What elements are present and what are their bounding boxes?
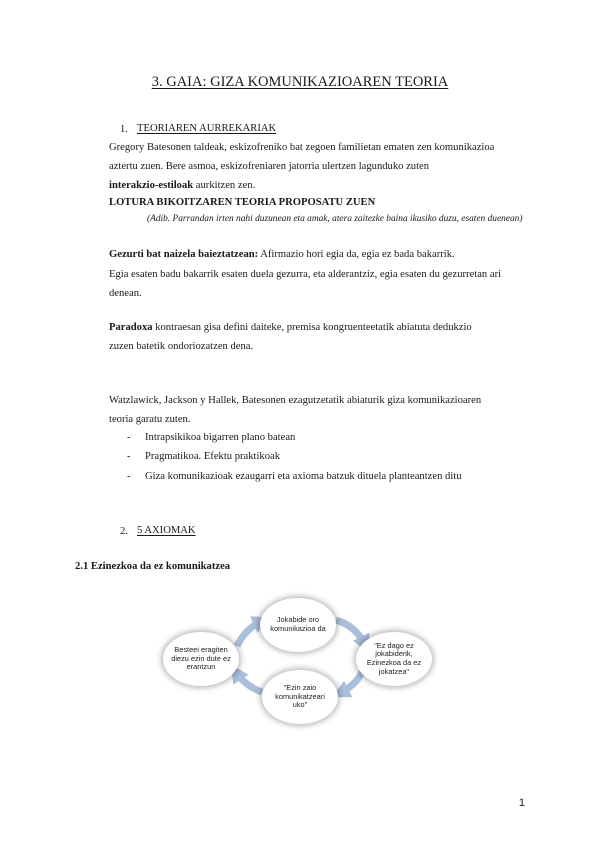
gezurti-line-2: Egia esaten badu bakarrik esaten duela gezurra, eta alderantziz, egia esaten du gezurretan ari xyxy=(109,269,502,280)
lotura-subheading: LOTURA BIKOITZAREN TEORIA PROPOSATU ZUEN xyxy=(109,197,376,208)
cycle-arrow xyxy=(336,620,365,645)
cycle-node-right xyxy=(356,632,432,686)
paradoxa-term: Paradoxa xyxy=(109,322,153,333)
cycle-node-right-label: "Ez dago ez jokabiderik, Ezinezkoa da ez jokatzea" xyxy=(366,640,422,676)
interakzio-term: interakzio-estiloak xyxy=(109,180,194,191)
section-1-heading: TEORIAREN AURREKARIAK xyxy=(137,123,277,134)
paradoxa-line-2: zuzen batetik ondoriozatzen dena. xyxy=(109,341,254,352)
cycle-arrow xyxy=(340,672,362,693)
gezurti-line-3: denean. xyxy=(109,288,142,299)
example-note: (Adib. Parrandan irten nahi duzunean eta amak, atera zaitezke baina ikusiko duzu, esaten duenean) xyxy=(147,214,523,224)
cycle-node-bottom-label: "Ezin zaio komunikatzeari uko" xyxy=(275,683,325,710)
section-2-heading: 5 AXIOMAK xyxy=(137,525,196,536)
watzlawick-line-1: Watzlawick, Jackson y Hallek, Batesonen ezagutzetatik abiaturik giza komunikazioaren xyxy=(109,395,482,406)
paradoxa-line-1-rest: kontraesan gisa defini daiteke, premisa kongruenteetatik abiatuta dedukzio xyxy=(152,322,472,333)
page-title: 3. GAIA: GIZA KOMUNIKAZIOAREN TEORIA xyxy=(151,74,449,90)
cycle-node-left xyxy=(163,632,239,686)
cycle-arrow xyxy=(236,672,262,692)
paragraph-1-line-3-rest: aurkitzen zen. xyxy=(193,180,256,191)
page-number: 1 xyxy=(518,797,525,809)
section-2-number: 2. xyxy=(120,526,128,537)
cycle-node-left-label: Besteei eragiten diezu ezin dute ez erantzun xyxy=(171,645,231,672)
bullet-marker: - xyxy=(127,451,131,462)
cycle-node-bottom xyxy=(262,670,338,724)
gezurti-term: Gezurti bat naizela baieztatzean: xyxy=(109,249,259,260)
bullet-marker: - xyxy=(127,471,131,482)
bullet-marker: - xyxy=(127,432,131,443)
bullet-item: Intrapsikikoa bigarren plano batean xyxy=(145,432,296,443)
subsection-2-1-heading: 2.1 Ezinezkoa da ez komunikatzea xyxy=(75,561,231,572)
bullet-item: Pragmatikoa. Efektu praktikoak xyxy=(145,451,281,462)
gezurti-line-1-rest: Afirmazio hori egia da, egia ez bada bakarrik. xyxy=(258,249,455,260)
cycle-arrow xyxy=(237,621,262,646)
section-1-number: 1. xyxy=(120,124,128,135)
cycle-node-top-label: Jokabide oro komunikazioa da xyxy=(270,615,326,633)
paragraph-1-line-2: aztertu zuen. Bere asmoa, eskizofreniaren jatorria ulertzen lagunduko zuten xyxy=(109,161,430,172)
cycle-node-top xyxy=(260,598,336,652)
bullet-item: Giza komunikazioak ezaugarri eta axioma batzuk dituela planteantzen ditu xyxy=(145,471,462,482)
paragraph-1-line-1: Gregory Batesonen taldeak, eskizofreniko bat zegoen familietan ematen zen komunikazioa xyxy=(109,142,495,153)
watzlawick-line-2: teoria garatu zuten. xyxy=(109,414,191,425)
